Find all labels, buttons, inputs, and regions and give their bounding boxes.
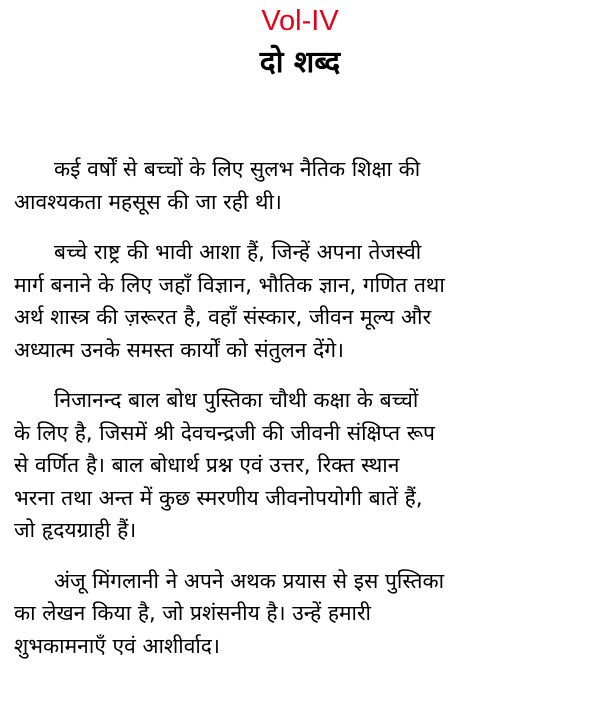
text-line: मार्ग बनाने के लिए जहाँ विज्ञान, भौतिक ज्ञान, गणित तथा [14,272,445,297]
page-title: दो शब्द [259,45,341,80]
text-line: निजानन्द बाल बोध पुस्तिका चौथी कक्षा के बच्चों [54,388,419,412]
text-line: का लेखन किया है, जो प्रशंसनीय है। उन्हें हमारी [14,601,371,625]
text-line: आवश्यकता महसूस की जा रही थी। [14,189,282,214]
text-line: भरना तथा अन्त में कुछ स्मरणीय जीवनोपयोगी बातें हैं, [14,485,423,510]
paragraph-1 [14,153,596,218]
text-line: के लिए है, जिसमें श्री देवचन्द्रजी की जीवनी संक्षिप्त रूप [14,420,435,445]
text-line: जो हृदयग्राही हैं। [14,518,137,542]
paragraph-4 [14,565,596,663]
paragraph-2 [14,236,596,366]
text-line: अध्यात्म उनके समस्त कार्यों को संतुलन देंगे। [14,337,344,362]
text-line: शुभकामनाएँ एवं आशीर्वाद। [14,633,220,658]
text-line: बच्चे राष्ट्र की भावी आशा हैं, जिन्हें अपना तेजस्वी [54,240,422,264]
text-line: अंजू मिंगलानी ने अपने अथक प्रयास से इस पुस्तिका [54,568,445,593]
preface-body [14,153,596,680]
text-line: कई वर्षों से बच्चों के लिए सुलभ नैतिक शिक्षा की [54,157,421,181]
paragraph-3 [14,384,596,547]
text-line: अर्थ शास्त्र की ज़रूरत है, वहाँ संस्कार, जीवन मूल्य और [14,305,432,329]
text-line: से वर्णित है। बाल बोधार्थ प्रश्न एवं उत्तर, रिक्त स्थान [14,453,400,477]
volume-label: Vol-IV [261,5,339,37]
